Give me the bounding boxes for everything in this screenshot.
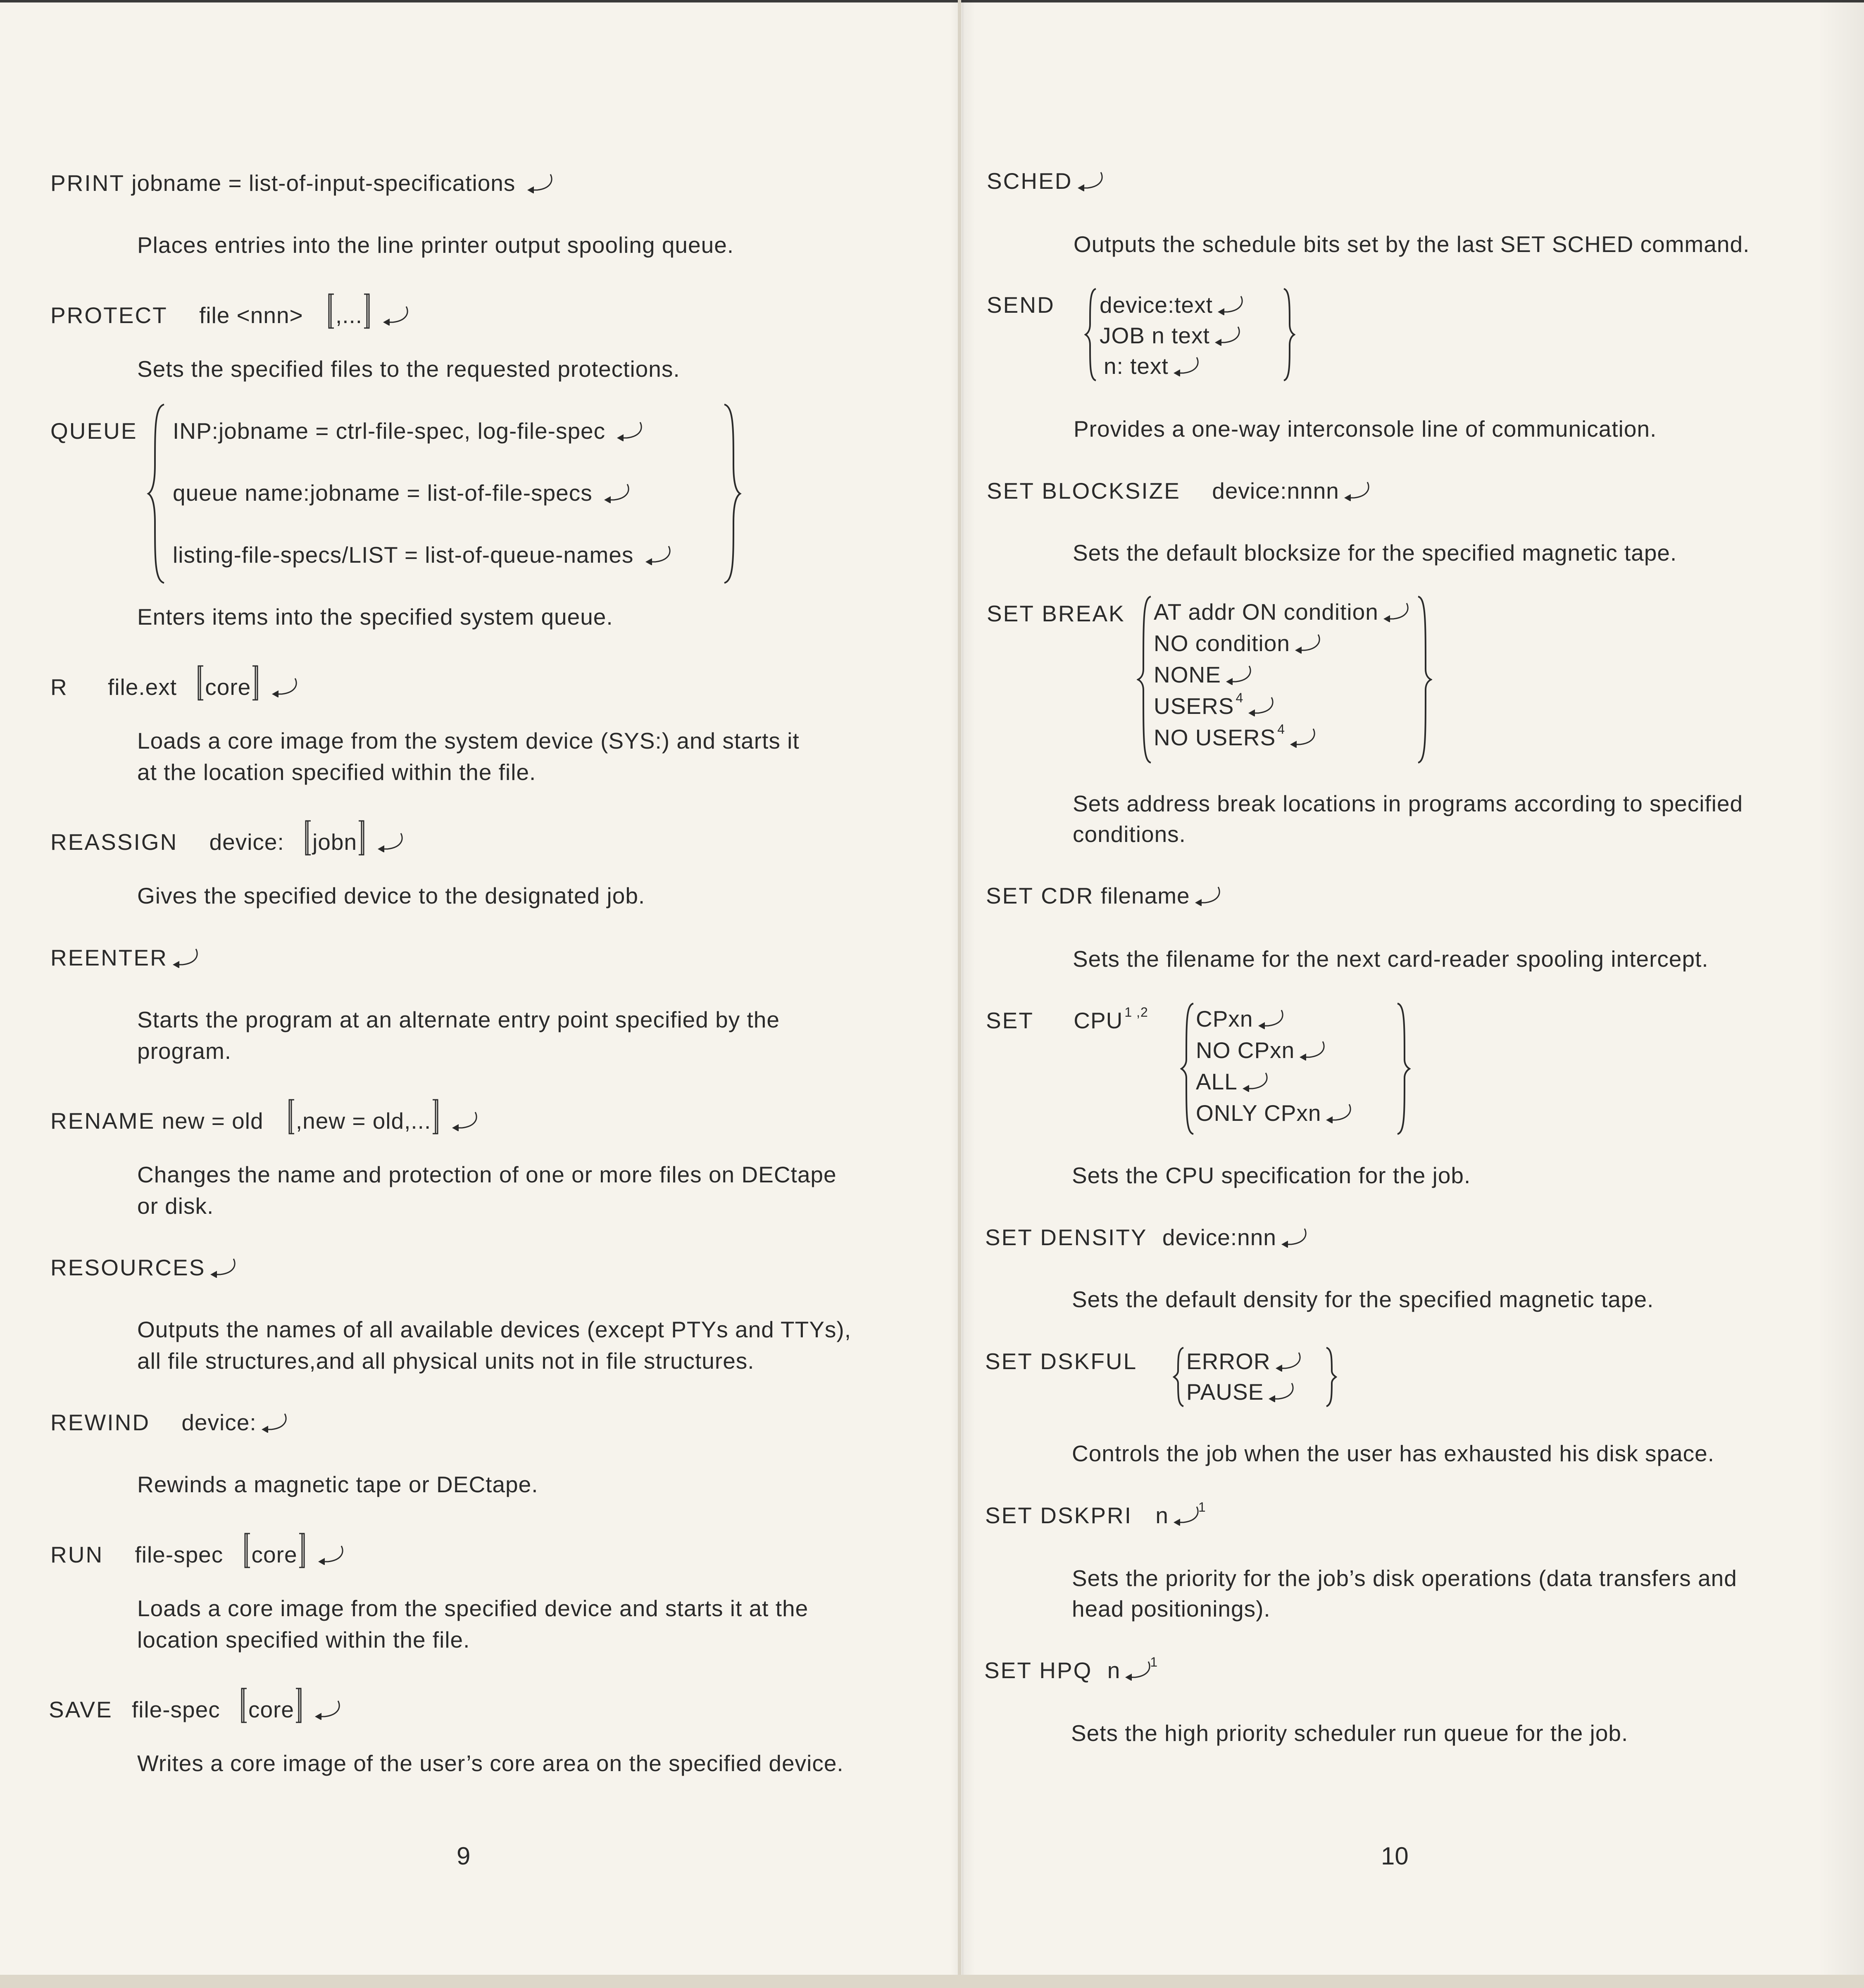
density-description: Sets the default density for the specified magnetic tape. — [1072, 1286, 1654, 1312]
command-args: n — [1107, 1657, 1121, 1683]
cpu-option-text: ONLY CPxn — [1196, 1100, 1321, 1126]
dskful-option-text: PAUSE — [1186, 1379, 1264, 1405]
return-key-icon — [381, 305, 414, 326]
send-option-text: JOB n text — [1100, 323, 1210, 348]
reassign-description: Gives the specified device to the designated job. — [137, 883, 645, 908]
right-bracket-icon — [357, 820, 366, 861]
right-brace-icon — [1325, 1346, 1337, 1408]
return-key-icon — [208, 1257, 241, 1278]
optional-args: jobn — [312, 829, 357, 855]
footnote-marker: 1 — [1150, 1655, 1158, 1669]
footnote-marker: 4 — [1277, 722, 1286, 737]
return-key-icon — [1381, 602, 1414, 622]
resources-description-line: Outputs the names of all available devices (except PTYs and TTYs), — [137, 1317, 852, 1342]
cdr-description: Sets the filename for the next card-reader spooling intercept. — [1073, 946, 1709, 972]
right-bracket-icon — [362, 293, 371, 335]
command-args: device:nnnn — [1212, 478, 1339, 504]
print-description: Places entries into the line printer output spooling queue. — [137, 232, 734, 258]
command-keyword: PROTECT — [50, 302, 168, 328]
send-keyword: SEND — [987, 292, 1055, 318]
left-brace-icon — [1084, 287, 1098, 382]
break-description-line: Sets address break locations in programs according to specified — [1073, 791, 1743, 816]
queue-option — [173, 541, 676, 568]
break-option-text: AT addr ON condition — [1154, 599, 1378, 625]
cpu-option — [1196, 1099, 1357, 1127]
left-bracket-icon — [326, 293, 336, 335]
right-brace-icon — [1416, 595, 1432, 764]
run-syntax — [50, 1533, 349, 1574]
command-keyword: SAVE — [49, 1697, 113, 1722]
left-brace-icon — [1137, 595, 1153, 764]
break-option — [1154, 630, 1326, 657]
command-args: n — [1155, 1503, 1169, 1528]
cpu-option-text: NO CPxn — [1196, 1037, 1295, 1063]
break-option — [1154, 598, 1414, 625]
return-key-icon — [316, 1544, 349, 1565]
command-keyword: SET — [986, 1008, 1034, 1033]
cpu-syntax — [986, 1007, 1148, 1037]
return-key-icon — [1193, 885, 1226, 906]
cpu-option-text: CPxn — [1196, 1006, 1253, 1032]
dskful-option — [1186, 1348, 1306, 1375]
command-keyword: RESOURCES — [50, 1255, 206, 1280]
blocksize-syntax — [987, 477, 1375, 504]
left-bracket-icon — [196, 665, 205, 706]
left-brace-icon — [1173, 1346, 1185, 1408]
command-keyword: REWIND — [50, 1410, 150, 1435]
return-key-icon — [1224, 664, 1257, 685]
command-keyword: RENAME — [50, 1108, 155, 1134]
return-key-icon — [1288, 727, 1321, 748]
command-keyword: REENTER — [50, 945, 168, 970]
command-args: file.ext — [108, 674, 177, 700]
blocksize-description: Sets the default blocksize for the specified magnetic tape. — [1073, 540, 1677, 566]
return-key-icon — [170, 947, 203, 968]
send-option-text: n: text — [1104, 353, 1169, 379]
right-bracket-icon — [251, 665, 260, 706]
resources-syntax — [50, 1254, 241, 1281]
command-args: device:nnn — [1162, 1225, 1276, 1250]
queue-option-text: queue name:jobname = list-of-file-specs — [173, 480, 593, 506]
return-key-icon — [269, 677, 302, 697]
return-key-icon — [1256, 1008, 1289, 1029]
return-key-icon — [259, 1412, 292, 1433]
break-option-text: NONE — [1154, 662, 1221, 687]
protect-syntax — [50, 293, 414, 335]
queue-description: Enters items into the specified system queue. — [137, 604, 613, 630]
command-args: jobname = list-of-input-specifications — [131, 170, 516, 196]
send-option-text: device:text — [1100, 292, 1213, 318]
command-keyword: SET HPQ — [984, 1657, 1093, 1683]
right-brace-icon — [1395, 1002, 1411, 1136]
rename-description-line: Changes the name and protection of one or more files on DECtape — [137, 1162, 837, 1187]
break-keyword: SET BREAK — [987, 601, 1125, 626]
left-brace-icon — [1180, 1002, 1196, 1136]
break-option — [1154, 724, 1321, 754]
command-keyword: SET DSKPRI — [985, 1503, 1133, 1528]
return-key-icon — [525, 173, 558, 193]
return-key-icon — [375, 832, 408, 852]
return-key-icon — [1273, 1351, 1306, 1372]
command-keyword: R — [50, 674, 68, 700]
right-brace-icon — [721, 403, 742, 585]
command-keyword: PRINT — [50, 170, 125, 196]
right-bracket-icon — [431, 1099, 440, 1140]
command-args: CPU — [1074, 1008, 1123, 1033]
cdr-syntax — [986, 882, 1226, 909]
resources-description-line: all file structures,and all physical units not in file structures. — [137, 1348, 755, 1374]
dskful-description: Controls the job when the user has exhausted his disk space. — [1072, 1441, 1715, 1466]
right-bracket-icon — [298, 1533, 307, 1574]
left-brace-icon — [147, 403, 167, 585]
command-keyword: SET CDR — [986, 883, 1094, 908]
optional-args: core — [248, 1697, 295, 1722]
reenter-syntax — [50, 944, 203, 971]
send-option — [1100, 291, 1248, 319]
return-key-icon — [1293, 633, 1326, 654]
command-keyword: SET DENSITY — [985, 1225, 1147, 1250]
right-bracket-icon — [294, 1688, 303, 1729]
optional-args: ,... — [335, 302, 363, 328]
cpu-option-text: ALL — [1196, 1069, 1238, 1094]
return-key-icon — [614, 421, 648, 441]
break-option — [1154, 661, 1257, 688]
page-number: 9 — [457, 1842, 471, 1870]
return-key-icon — [312, 1699, 345, 1720]
return-key-icon — [1215, 295, 1248, 315]
command-args: file-spec — [135, 1542, 224, 1567]
r-description-line: Loads a core image from the system device (SYS:) and starts it — [137, 728, 800, 754]
return-key-icon — [1342, 480, 1375, 501]
cpu-option — [1196, 1005, 1289, 1032]
cpu-option — [1196, 1068, 1273, 1095]
left-bracket-icon — [239, 1688, 248, 1729]
footnote-marker: 1 — [1198, 1500, 1206, 1515]
dskful-keyword: SET DSKFUL — [985, 1348, 1138, 1374]
reenter-description-line: program. — [137, 1038, 232, 1064]
return-key-icon — [643, 545, 676, 565]
queue-keyword: QUEUE — [50, 418, 138, 444]
return-key-icon — [1246, 696, 1279, 716]
save-description: Writes a core image of the user’s core area on the specified device. — [137, 1750, 844, 1776]
return-key-icon — [1297, 1040, 1330, 1061]
optional-args: core — [205, 674, 251, 700]
command-keyword: SCHED — [987, 168, 1073, 194]
command-keyword: SET BLOCKSIZE — [987, 478, 1181, 504]
break-option-text: NO condition — [1154, 630, 1290, 656]
queue-option-text: listing-file-specs/LIST = list-of-queue-names — [173, 542, 634, 568]
hpq-description: Sets the high priority scheduler run queue for the job. — [1071, 1720, 1628, 1746]
break-option — [1154, 692, 1279, 723]
break-option-text: NO USERS — [1154, 725, 1276, 750]
left-bracket-icon — [287, 1099, 296, 1140]
rename-description-line: or disk. — [137, 1193, 214, 1219]
print-syntax — [50, 169, 558, 197]
reenter-description-line: Starts the program at an alternate entry point specified by the — [137, 1007, 780, 1032]
optional-args: ,new = old,... — [295, 1108, 431, 1134]
dskpri-description-line: head positionings). — [1072, 1596, 1271, 1622]
rewind-syntax — [50, 1409, 292, 1436]
return-key-icon — [1279, 1227, 1312, 1248]
command-keyword: REASSIGN — [50, 829, 178, 855]
cpu-option — [1196, 1037, 1330, 1064]
command-args: new = old — [162, 1108, 264, 1134]
return-key-icon — [1075, 171, 1108, 191]
run-description-line: location specified within the file. — [137, 1627, 470, 1653]
command-keyword: RUN — [50, 1542, 104, 1567]
run-description-line: Loads a core image from the specified device and starts it at the — [137, 1596, 809, 1621]
left-bracket-icon — [243, 1533, 252, 1574]
save-syntax — [49, 1688, 345, 1729]
rename-syntax — [50, 1099, 483, 1140]
command-args: device: — [209, 829, 284, 855]
r-syntax — [50, 665, 302, 706]
optional-args: core — [251, 1542, 298, 1567]
dskpri-syntax — [985, 1502, 1206, 1532]
command-args: filename — [1100, 883, 1190, 908]
right-brace-icon — [1281, 287, 1295, 382]
protect-description: Sets the specified files to the requested protections. — [137, 356, 680, 382]
hpq-syntax — [984, 1657, 1158, 1687]
command-args: device: — [181, 1410, 257, 1435]
r-description-line: at the location specified within the file. — [137, 759, 536, 785]
left-bracket-icon — [303, 820, 312, 861]
break-description-line: conditions. — [1073, 821, 1186, 847]
sched-description: Outputs the schedule bits set by the last SET SCHED command. — [1074, 231, 1750, 257]
book-gutter — [958, 0, 961, 1988]
density-syntax — [985, 1224, 1312, 1251]
rewind-description: Rewinds a magnetic tape or DECtape. — [137, 1472, 538, 1497]
send-option — [1104, 352, 1204, 380]
queue-option-text: INP:jobname = ctrl-file-spec, log-file-spec — [173, 418, 606, 444]
return-key-icon — [1266, 1382, 1299, 1402]
command-args: file <nnn> — [199, 302, 303, 328]
reassign-syntax — [50, 820, 408, 861]
return-key-icon — [450, 1111, 483, 1131]
dskful-option-text: ERROR — [1186, 1348, 1271, 1374]
footnote-marker: 4 — [1236, 690, 1244, 705]
return-key-icon — [1240, 1071, 1273, 1092]
return-key-icon — [1212, 325, 1245, 346]
dskpri-description-line: Sets the priority for the job’s disk operations (data transfers and — [1072, 1565, 1737, 1591]
command-args: file-spec — [131, 1697, 220, 1722]
cpu-description: Sets the CPU specification for the job. — [1072, 1163, 1471, 1188]
return-key-icon — [602, 483, 635, 503]
footnote-marker: 1 ,2 — [1124, 1005, 1148, 1020]
return-key-icon — [1324, 1103, 1357, 1123]
queue-option — [173, 479, 635, 507]
send-option — [1100, 322, 1245, 349]
dskful-option — [1186, 1378, 1299, 1405]
sched-syntax — [987, 167, 1108, 195]
right-page — [961, 0, 1864, 1988]
return-key-icon — [1171, 356, 1204, 376]
queue-option — [173, 417, 648, 445]
break-option-text: USERS — [1154, 693, 1234, 719]
send-description: Provides a one-way interconsole line of communication. — [1074, 416, 1657, 442]
page-number: 10 — [1381, 1842, 1409, 1870]
